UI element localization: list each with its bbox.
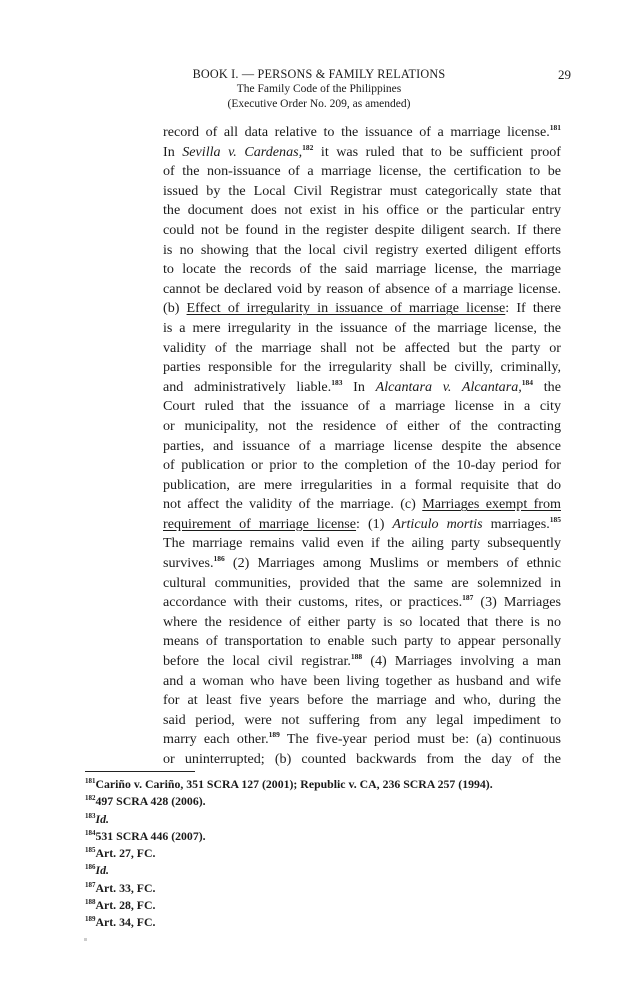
text-line: marry each other.$^{189}$ The five-year period must be: (a) continuous — [163, 730, 562, 748]
text-line: where the residence of either party is so located that there is no — [163, 613, 561, 630]
footnote-ref: 184 — [521, 377, 534, 387]
code-title: The Family Code of the Philippines — [236, 83, 402, 95]
footnote-ref: 188 — [350, 652, 363, 662]
text-line: parties, and issuance of a marriage license despite the absence — [163, 437, 561, 454]
text-line: is no showing that the local civil registry exerted diligent efforts — [163, 241, 561, 258]
footnote-divider — [85, 771, 195, 772]
footnote: $^{186}$Id. — [85, 863, 109, 878]
text-line: requirement of marriage license: (1) Articulo mortis marriages.$^{185}$ — [163, 514, 561, 532]
footnote-ref: 183 — [331, 377, 343, 387]
text-line: record of all data relative to the issuance of a marriage license.$^{181}$ — [163, 123, 561, 140]
text-line: (b) Effect of irregularity in issuance of marriage license: If there — [163, 300, 561, 317]
executive-order: (Executive Order No. 209, as amended) — [227, 98, 411, 110]
text-line: validity of the marriage shall not be affected but the party or — [163, 339, 561, 356]
text-line: of the non-issuance of a marriage license, the certification to be — [163, 163, 561, 180]
text-line: not affect the validity of the marriage. (c) Marriages exempt from — [163, 496, 561, 513]
footnote-ref: 185 — [549, 514, 561, 524]
text-line: and administratively liable.$^{183}$ In Alcantara v. Alcantara,$^{184}$ the — [163, 377, 561, 395]
text-line: said period, were not suffering from any legal impediment to — [163, 711, 561, 728]
text-line: publication, are mere irregularities in a formal requisite that do — [163, 476, 561, 493]
text-line: before the local civil registrar.$^{188}$ (4) Marriages involving a man — [163, 652, 561, 670]
footnote: $^{181}$Cariño v. Cariño, 351 SCRA 127 (2001); Republic v. CA, 236 SCRA 257 (1994). — [85, 777, 493, 791]
footnote: $^{189}$Art. 34, FC. — [85, 915, 156, 930]
section-heading-c-cont: requirement of marriage license — [163, 515, 357, 532]
text-line: cannot be declared void by reason of absence of a marriage license. — [163, 280, 561, 297]
text-line: parties responsible for the irregularity shall be civilly, criminally, — [163, 359, 561, 376]
footnote: $^{187}$Art. 33, FC. — [85, 880, 156, 895]
footnote-ref: 187 — [462, 593, 474, 603]
text-line: or uninterrupted; (b) counted backwards from the day of the — [163, 751, 561, 767]
footnote-ref: 181 — [549, 123, 561, 132]
text-line: for at least five years before the marriage and who, during the — [163, 692, 561, 709]
footnote: $^{182}$497 SCRA 428 (2006). — [85, 794, 206, 809]
case-name: Sevilla v. Cardenas, — [182, 143, 303, 160]
text-line: is a mere irregularity in the issuance of the marriage license, the — [163, 319, 561, 336]
text-line: Court ruled that the issuance of a marriage license in a city — [163, 398, 561, 415]
text-line: and a woman who have been living together as husband and wife — [163, 672, 561, 689]
footnote: $^{183}$Id. — [85, 811, 109, 826]
text-line: In Sevilla v. Cardenas,$^{182}$ it was ruled that to be sufficient proof — [163, 142, 562, 160]
text-line: could not be found in the register despite diligent search. If there — [163, 221, 561, 238]
running-header — [0, 66, 638, 112]
footnote: $^{188}$Art. 28, FC. — [85, 898, 156, 913]
body-paragraph — [163, 123, 561, 770]
section-heading-b: Effect of irregularity in issuance of marriage license — [186, 300, 506, 317]
footnote-ref: 186 — [213, 554, 225, 564]
page-number: 29 — [558, 67, 571, 82]
text-line: The marriage remains valid even if the ailing party subsequently — [163, 535, 561, 552]
footnote: $^{184}$531 SCRA 446 (2007). — [85, 828, 206, 843]
text-line: of publication or prior to the completion of the 10-day period for — [163, 457, 561, 474]
footnote: $^{185}$Art. 27, FC. — [85, 846, 156, 861]
case-name: Alcantara v. Alcantara, — [375, 378, 522, 395]
section-heading-c: Marriages exempt from — [422, 496, 561, 513]
book-title: BOOK I. — PERSONS & FAMILY RELATIONS — [192, 67, 446, 81]
text-line: or municipality, not the residence of either of the contracting — [163, 417, 561, 434]
text-line: the document does not exist in his office or the particular entry — [163, 202, 561, 219]
latin-term: Articulo mortis — [392, 515, 483, 532]
footnotes — [85, 776, 493, 932]
text-line: issued by the Local Civil Registrar must categorically state that — [163, 182, 561, 199]
text-line: means of transportation to enable such party to appear personally — [163, 633, 561, 650]
scan-speck — [84, 938, 87, 941]
text-line: to locate the records of the said marriage license, the marriage — [163, 261, 561, 278]
text-line: survives.$^{186}$ (2) Marriages among Muslims or members of ethnic — [163, 554, 561, 572]
text-line: accordance with their customs, rites, or practices.$^{187}$ (3) Marriages — [163, 593, 561, 611]
footnote-ref: 182 — [302, 142, 314, 152]
text-line: cultural communities, provided that the same are solemnized in — [163, 574, 561, 591]
footnote-ref: 189 — [268, 730, 280, 740]
